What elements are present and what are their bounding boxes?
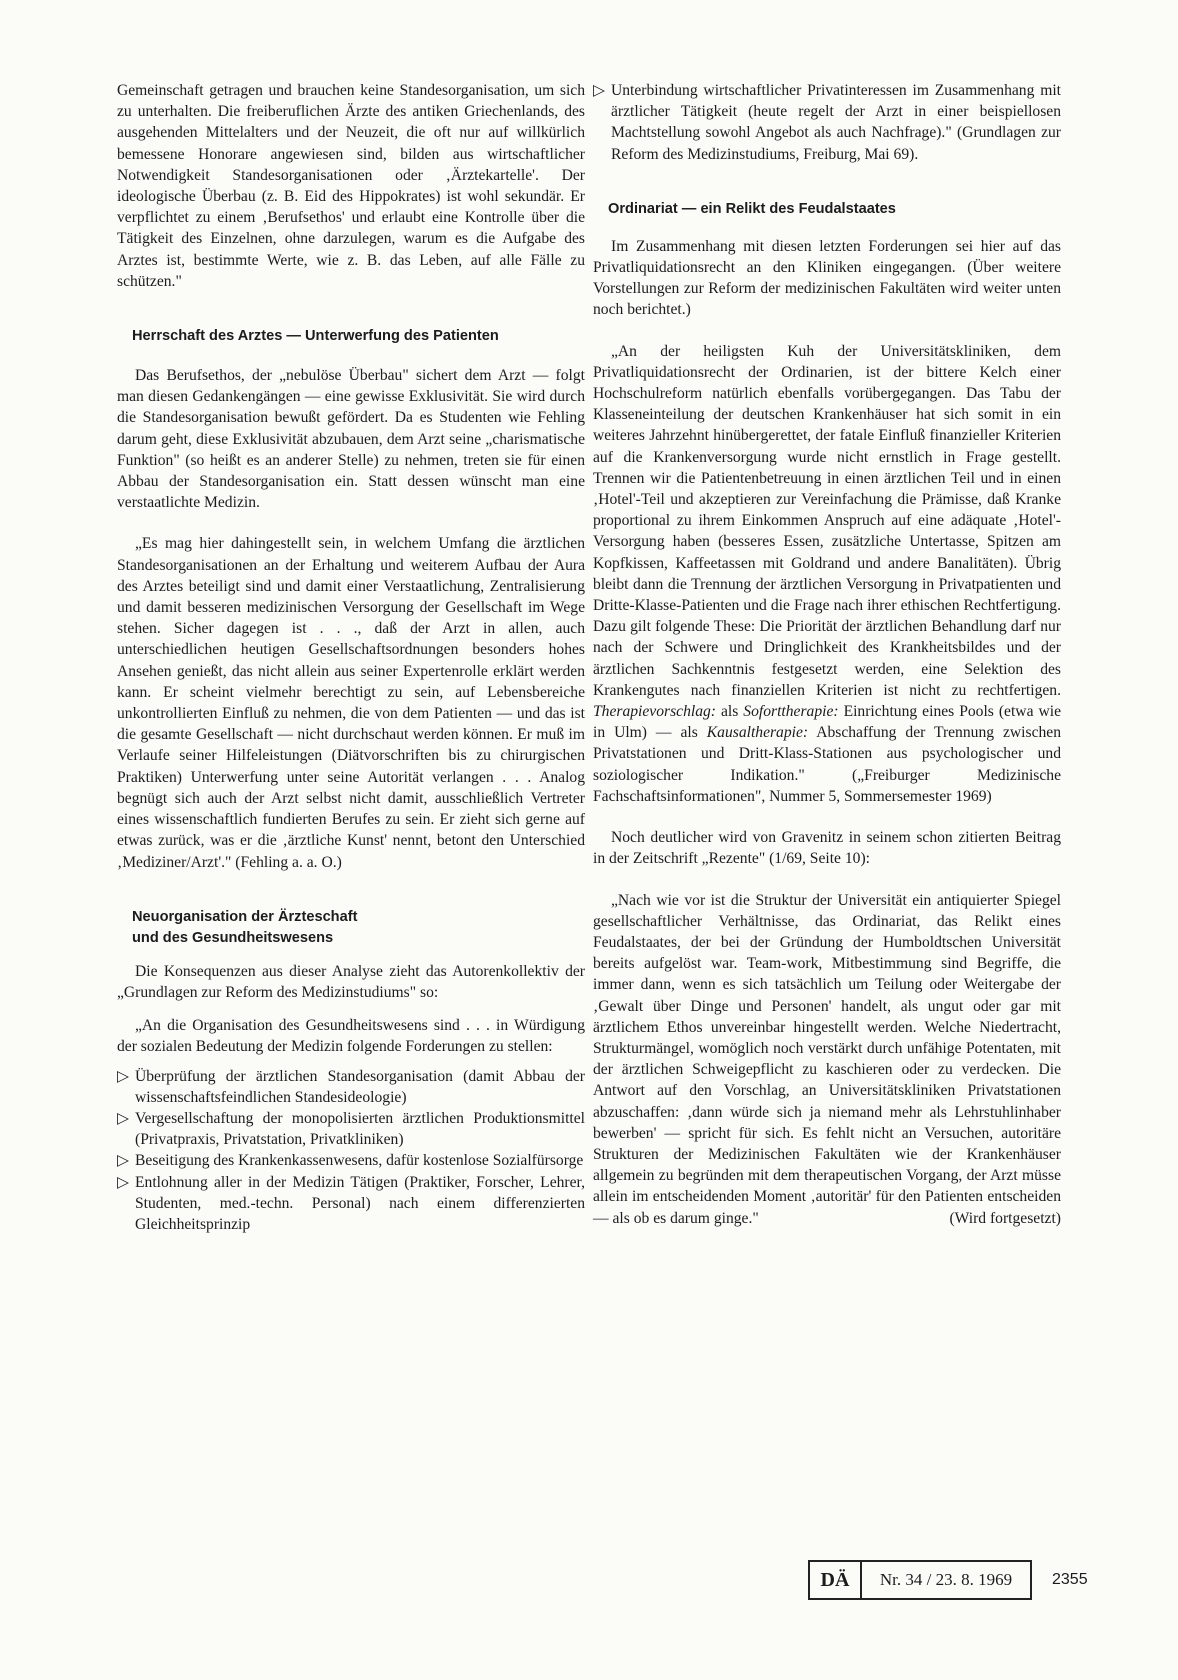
list-item: ▷ Unterbindung wirtschaftlicher Privatinteressen im Zusammenhang mit ärztlicher Tätigkeit (heute regelt der Arzt in einer beispiellosen Machtstellung sowohl Angebot als auch Nachfrage)." (Grundlagen zur Reform des Medizinstudiums, Freiburg, Mai 69). xyxy=(593,80,1061,165)
triangle-bullet-icon: ▷ xyxy=(117,1173,129,1191)
paragraph: Im Zusammenhang mit diesen letzten Forderungen sei hier auf das Privatliquidationsrecht an den Kliniken eingegangen. (Über weitere Vorstellungen zur Reform der medizinischen Fakultäten wird weiter unten noch berichtet.) xyxy=(593,237,1061,319)
right-column xyxy=(593,80,1061,1229)
list-item: ▷ Vergesellschaftung der monopolisierten ärztlichen Produktionsmittel (Privatpraxis, Privatstation, Privatkliniken) xyxy=(117,1108,585,1150)
journal-logo: DÄ xyxy=(808,1560,862,1600)
paragraph: „An der heiligsten Kuh der Universitätskliniken, dem Privatliquidationsrecht der Ordinarien, ist der bittere Kelch einer Hochschulreform natürlich ebenfalls vorübergegangen. Das Tabu der Klasseneinteilung der deutschen Krankenhäuser hat sich somit in ein weiteres Jahrzehnt hinübergerettet, der fatale Einfluß finanzieller Kriterien auf die Krankenversorgung wurde nicht ernstlich in Frage gestellt. Trennen wir die Patientenbetreuung in einen ärztlichen Teil und in einen ‚Hotel'-Teil und akzeptieren zur Vereinfachung die Prämisse, daß Kranke proportional zu ihrem Einkommen Anspruch auf eine adäquate ‚Hotel'-Versorgung haben (besseres Essen, zusätzliche Untertasse, Spitzen am Kopfkissen, Kaffeetassen mit Goldrand und andere Banalitäten). Übrig bleibt dann die Trennung der ärztlichen Versorgung in Privatpatienten und Dritte-Klasse-Patienten und die Frage nach ihrer ethischen Rechtfertigung. Dazu gilt folgende These: Die Priorität der ärztlichen Behandlung darf nur nach der Schwere und Dringlichkeit des Krankheitsbildes und der ärztlichen Sachkenntnis festgesetzt werden, eine Selektion des Krankengutes nach finanziellen Kriterien ist nicht zu rechtfertigen. Therapievorschlag: als Soforttherapie: Einrichtung eines Pools (etwa wie in Ulm) — als Kausaltherapie: Abschaffung der Trennung zwischen Privatstationen und Dritt-Klass-Stationen aus psychologischer und soziologischer Indikation." („Freiburger Medizinische Fachschaftsinformationen", Nummer 5, Sommersemester 1969) xyxy=(593,342,1062,805)
section-heading: Ordinariat — ein Relikt des Feudalstaates xyxy=(608,200,896,217)
triangle-bullet-icon: ▷ xyxy=(593,82,605,99)
section-heading: Herrschaft des Arztes — Unterwerfung des Patienten xyxy=(132,328,499,345)
page-number: 2355 xyxy=(1052,1571,1088,1588)
section-heading: Neuorganisation der Ärzteschaft und des Gesundheitswesens xyxy=(132,908,358,946)
paragraph: Noch deutlicher wird von Gravenitz in seinem schon zitierten Beitrag in der Zeitschrift „Rezente" (1/69, Seite 10): xyxy=(593,829,1061,868)
issue-number: Nr. 34 / 23. 8. 1969 xyxy=(862,1560,1032,1600)
list-item: ▷ Beseitigung des Krankenkassenwesens, dafür kostenlose Sozialfürsorge xyxy=(117,1150,585,1171)
paragraph: „An die Organisation des Gesundheitswesens sind . . . in Würdigung der sozialen Bedeutung der Medizin folgende Forderungen zu stellen: xyxy=(117,1017,585,1056)
triangle-bullet-icon: ▷ xyxy=(117,1067,129,1085)
triangle-bullet-icon: ▷ xyxy=(117,1109,129,1127)
continued-note: (Wird fortgesetzt) xyxy=(949,1209,1061,1227)
paragraph: „Nach wie vor ist die Struktur der Universität ein antiquierter Spiegel gesellschaftlicher Verhältnisse, das Ordinariat, das Relikt eines Feudalstaates, der bei der Gründung der Humboldtschen Universität bereits aufgelöst war. Team-work, Mitbestimmung sind Begriffe, die immer dann, wenn es sich tatsächlich um Teilung oder Weitergabe der ‚Gewalt über Dinge und Personen' handelt, als ungut oder gar mit ärztlichem Ethos unvereinbar hingestellt werden. Welche Niedertracht, Strukturmängel, womöglich noch verstärkt durch unfähige Potentaten, mit der ärztlichen Schweigepflicht zu kaschieren oder zu verdecken. Die Antwort auf den Vorschlag, an Universitätskliniken Privatstationen abzuschaffen: ‚dann würde sich ja niemand mehr als Lehrstuhlinhaber bewerben' — spricht für sich. Es fehlt nicht an Versuchen, autoritäre Strukturen der Medizinischen Fakultäten wie der Krankenhäuser allgemein zu begründen mit dem therapeutischen Vorgang, der Arzt müsse allein im entscheidenden Moment ‚autoritär' für den Patienten entscheiden — als ob es darum ginge." (Wird fortgesetzt) xyxy=(593,890,1061,1229)
list-item: ▷ Überprüfung der ärztlichen Standesorganisation (damit Abbau der wissenschaftsfeindlichen Standesideologie) xyxy=(117,1066,585,1108)
list-item: ▷ Entlohnung aller in der Medizin Tätigen (Praktiker, Forscher, Lehrer, Studenten, med.-techn. Personal) nach einem differenzierten Gleichheitsprinzip xyxy=(117,1172,585,1236)
left-column xyxy=(117,80,585,1235)
paragraph: „Es mag hier dahingestellt sein, in welchem Umfang die ärztlichen Standesorganisationen an der Erhaltung und weiterem Aufbau der Aura des Arztes beteiligt sind und damit einer Verstaatlichung, Zentralisierung und damit besseren medizinischen Versorgung der Gesellschaft im Wege stehen. Sicher dagegen ist . . ., daß der Arzt in allen, auch unterschiedlichen heutigen Gesellschaftsordnungen besonders hohes Ansehen genießt, das nicht allein aus seiner Expertenrolle erklärt werden kann. Er scheint vielmehr berechtigt zu sein, auf Lebensbereiche unkontrollierten Einfluß zu nehmen, die von dem Patienten — und das ist die gesamte Gesellschaft — nicht durchschaut werden können. Er muß im Verlaufe seiner Hilfeleistungen (Diätvorschriften bis zu chirurgischen Praktiken) Unterwerfung unter seine Autorität verlangen . . . Analog begnügt sich auch der Arzt selbst nicht damit, ausschließlich Vertreter eines wissenschaftlich fundierten Berufes zu sein. Er zieht sich gerne auf etwas zurück, was er die ‚ärztliche Kunst' nennt, betont den Unterschied ‚Mediziner/Arzt'." (Fehling a. a. O.) xyxy=(117,535,585,871)
page-footer xyxy=(808,1560,1088,1600)
triangle-bullet-icon: ▷ xyxy=(117,1152,129,1170)
paragraph: Die Konsequenzen aus dieser Analyse zieht das Autorenkollektiv der „Grundlagen zur Reform des Medizinstudiums" so: xyxy=(117,962,585,1001)
paragraph: Gemeinschaft getragen und brauchen keine Standesorganisation, um sich zu unterhalten. Die freiberuflichen Ärzte des antiken Griechenlands, des ausgehenden Mittelalters und der Neuzeit, die oft nur auf willkürlich bemessene Honorare angewiesen sind, bilden aus wirtschaftlicher Notwendigkeit Standesorganisationen oder ‚Ärztekartelle'. Der ideologische Überbau (z. B. Eid des Hippokrates) ist wohl sekundär. Er verpflichtet zu einem ‚Berufsethos' und erlaubt eine Kontrolle über die Tätigkeit des Einzelnen, ohne darzulegen, warum es die Aufgabe des Arztes ist, bestimmte Werte, wie z. B. das Leben, auf alle Fälle zu schützen." xyxy=(117,82,585,290)
paragraph: Das Berufsethos, der „nebulöse Überbau" sichert dem Arzt — folgt man diesen Gedankengängen — eine gewisse Exklusivität. Sie wird durch die Standesorganisation bewußt gefördert. Da es Studenten wie Fehling darum geht, diese Exklusivität abzubauen, dem Arzt seine „charismatische Funktion" (so heißt es an anderer Stelle) zu nehmen, treten sie für einen Abbau der Standesorganisation ein. Statt dessen wünscht man eine verstaatlichte Medizin. xyxy=(117,367,585,512)
